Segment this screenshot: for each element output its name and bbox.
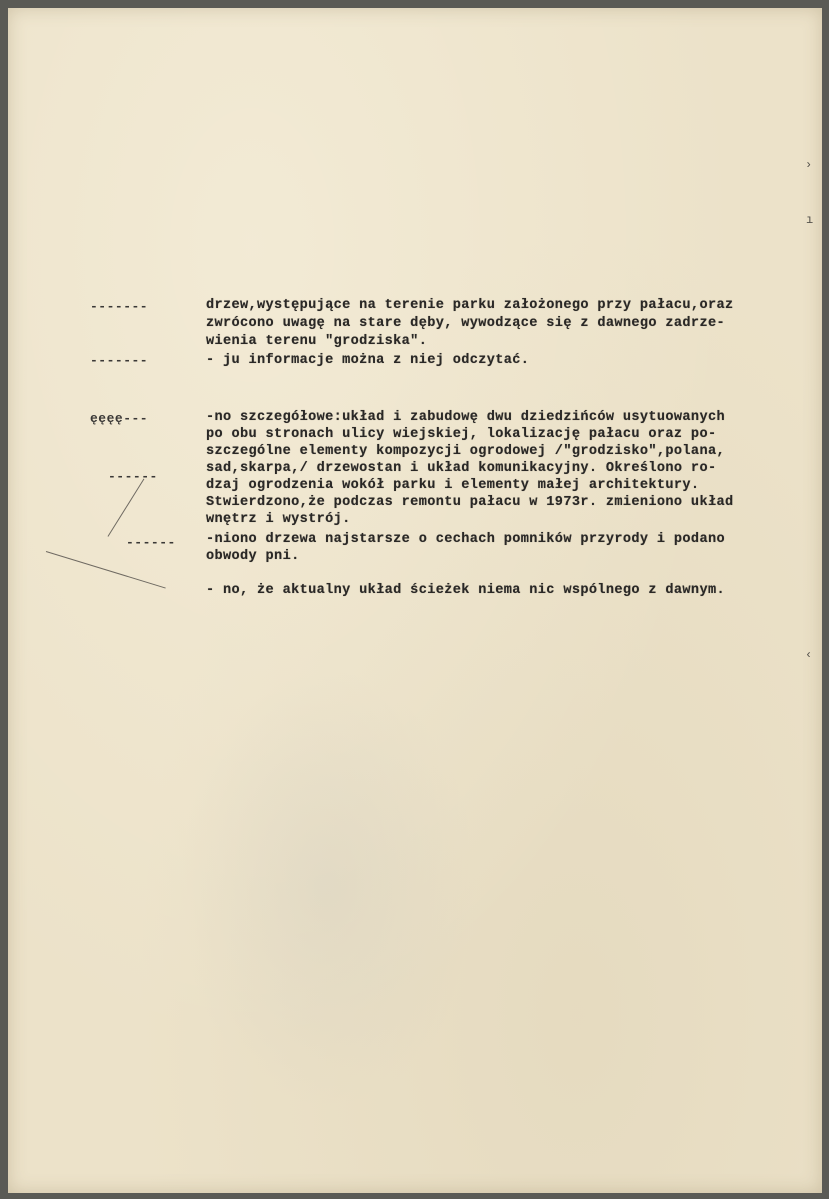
paper-stain [178, 668, 478, 1108]
edge-mark: ‹ [805, 648, 813, 662]
pencil-stroke-mark [46, 551, 166, 589]
text-line: - ju informacje można z niej odczytać. [206, 353, 530, 368]
text-line: szczególne elementy kompozycji ogrodowej /"grodzisko",polana, [206, 444, 725, 459]
text-line: -no szczegółowe:układ i zabudowę dwu dziedzińców usytuowanych [206, 410, 725, 425]
text-line: - no, że aktualny układ ścieżek niema nic wspólnego z dawnym. [206, 583, 725, 598]
text-line: obwody pni. [206, 549, 300, 564]
margin-dashes: ęęęę--- [90, 411, 149, 426]
pencil-slash-mark [107, 479, 144, 537]
text-line: -niono drzewa najstarsze o cechach pomników przyrody i podano [206, 532, 725, 547]
text-line: drzew,występujące na terenie parku założonego przy pałacu,oraz [206, 298, 734, 313]
margin-dashes: ------- [90, 299, 149, 314]
text-line: Stwierdzono,że podczas remontu pałacu w 1973r. zmieniono układ [206, 495, 734, 510]
text-line: wnętrz i wystrój. [206, 512, 351, 527]
margin-dashes: ------- [90, 353, 149, 368]
text-line: dzaj ogrodzenia wokół parku i elementy małej architektury. [206, 478, 700, 493]
text-line: po obu stronach ulicy wiejskiej, lokalizację pałacu oraz po- [206, 427, 717, 442]
edge-mark: › [805, 158, 813, 172]
text-line: wienia terenu "grodziska". [206, 334, 428, 349]
text-line: sad,skarpa,/ drzewostan i układ komunikacyjny. Określono ro- [206, 461, 717, 476]
paper-sheet [8, 8, 822, 1193]
text-line: zwrócono uwagę na stare dęby, wywodzące się z dawnego zadrze- [206, 316, 725, 331]
margin-dashes: ------ [126, 535, 176, 550]
margin-dashes: ------ [108, 469, 158, 484]
edge-mark: ı [806, 213, 814, 227]
